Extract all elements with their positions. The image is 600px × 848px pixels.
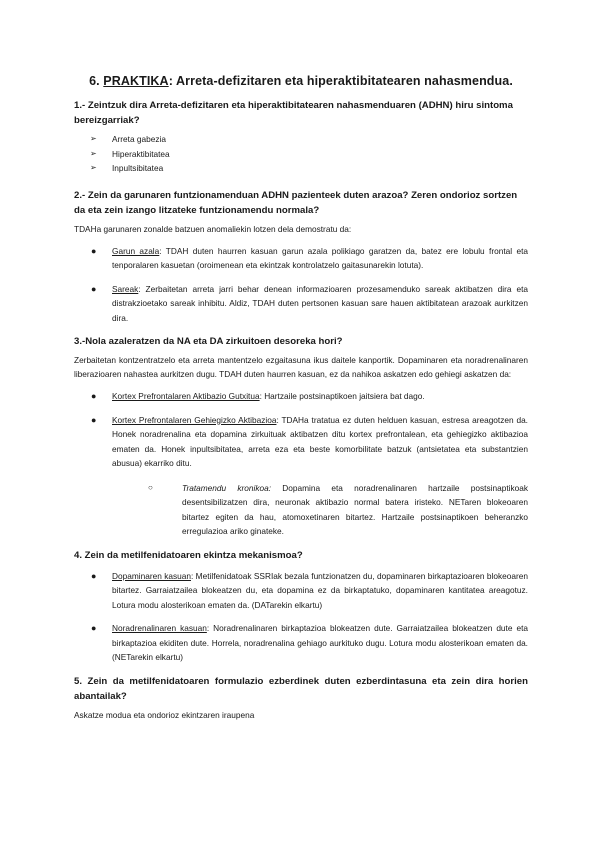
page-title	[74, 74, 528, 88]
list-item: ● Kortex Prefrontalaren Gehiegizko Aktibazioa: TDAHa tratatua ez duten helduen kasuan, estresa areagotzen da. Honek noradrenalina eta dopamina zirkuituak aktibatzen ditu kortex prefrontalean, eta gehiegizko aktibazioa ematen da. Honek inpultsibitatea, arreta eza eta beste komorbilitate batzuk (antsietatea eta substantzien abusua) ekarriko ditu. ○ Tratamendu kronikoa: Dopamina eta noradrenalinaren hartzaile postsinaptikoak desentsibilizatzen dira, neuronak aktibazio normal batera iristeko. NETaren blokeoaren bitartez egiten da hau, atomoxetinaren bitartez. Hartzaile postsinaptikoen beheranzko erregulazioa ariko ginateke.	[90, 413, 528, 539]
list-item: ➢ Arreta gabezia	[90, 132, 528, 147]
list-item: ● Noradrenalinaren kasuan: Noradrenalinaren birkaptazioa blokeatzen dute. Garraiatzailea blokeatzen dute eta birkaptazioa ekiditen dute. Horrela, noradrenalina gehiago aurkituko dugu. Lotura modu alosterikoan ematen da. (NETarekin elkartu)	[91, 623, 528, 662]
answer-2-intro: TDAHa garunaren zonalde batzuen anomaliekin lotzen dela demostratu da:	[74, 223, 352, 234]
circle-bullet-icon: ○	[148, 482, 153, 492]
answer-3-list	[74, 389, 528, 539]
bullet-icon: ●	[91, 570, 97, 581]
title-prefix: PRAKTIKA	[103, 74, 169, 88]
question-4: 4. Zein da metilfenidatoaren ekintza mekanismoa?	[74, 549, 303, 561]
title-rest: : Arreta-defizitaren eta hiperaktibitatearen nahasmendua.	[168, 74, 513, 88]
list-item: ○ Tratamendu kronikoa: Dopamina eta noradrenalinaren hartzaile postsinaptikoak desentsibilizatzen dira, neuronak aktibazio normal batera iristeko. NETaren blokeoaren bitartez egiten da hau, atomoxetinaren bitartez. Hartzaile postsinaptikoen beheranzko erregulazioa ariko ginateke.	[148, 482, 528, 536]
list-item: ● Garun azala: TDAH duten haurren kasuan garun azala polikiago garatzen da, batez ere lobulu frontal eta tenporalaren kasuetan (oroimenean eta ekintzak kontrolatzelo gaitasunarekin lotuta).	[91, 245, 529, 270]
list-item: ➢ Hiperaktibitatea	[90, 147, 528, 162]
question-5: 5. Zein da metilfenidatoaren formulazio ezberdinek duten ezberdintasuna eta zein dira horien abantailak?	[74, 675, 528, 702]
bullet-icon: ●	[91, 391, 97, 401]
answer-3-sublist	[112, 481, 528, 539]
list-item: ● Kortex Prefrontalaren Aktibazio Gutxitua: Hartzaile postsinaptikoen jaitsiera bat dago.	[90, 389, 528, 404]
bullet-icon: ●	[91, 283, 97, 294]
arrow-bullet-icon: ➢	[90, 134, 97, 143]
answer-2-list	[74, 244, 528, 326]
list-item: ● Dopaminaren kasuan: Metilfenidatoak SSRIak bezala funtzionatzen du, dopaminaren birkaptazioaren blokeoaren bitartez. Garraiatzailea blokeatzen du, eta dopamina ez da birkaptatuko, dopaminaren kantitatea areagotuz. Lotura modu alosterikoan ematen da. (DATarekin elkartu)	[91, 570, 528, 610]
bullet-icon: ●	[91, 623, 97, 633]
answer-4-list	[74, 569, 528, 665]
bullet-icon: ●	[91, 414, 97, 425]
question-2: 2.- Zein da garunaren funtzionamenduan ADHN pazienteek duten arazoa? Zeren ondorioz sortzen da eta zein izango litzateke funtzionamendu normala?	[74, 189, 518, 216]
title-number: 6.	[89, 74, 100, 88]
answer-5: Askatze modua eta ondorioz ekintzaren iraupena	[74, 709, 255, 720]
answer-3-intro: Zerbaitetan kontzentratzelo eta arreta mantentzelo ezgaitasuna ikus daitele kanportik. Dopaminaren eta noradrenalinaren liberazioaren nahastea aurkitzen dugu. TDAH duten haurren kasuan, ez da nahikoa askatzen edo gehiegi askatzen da:	[74, 355, 528, 379]
bullet-icon: ●	[91, 245, 97, 256]
arrow-bullet-icon: ➢	[90, 148, 97, 158]
list-item: ➢ Inpultsibitatea	[90, 161, 528, 176]
question-3: 3.-Nola azaleratzen da NA eta DA zirkuitoen desoreka hori?	[74, 336, 343, 347]
question-1: 1.- Zeintzuk dira Arreta-defizitaren eta hiperaktibitatearen nahasmenduaren (ADHN) hiru sintoma bereizgarriak?	[74, 100, 513, 126]
symptom-list	[74, 132, 528, 176]
list-item: ● Sareak: Zerbaitetan arreta jarri behar denean informazioaren prozesamenduko sareak aktibatzen dira eta distrakzioetako sareak inhibitu. Aldiz, TDAH duten pertsonen kasuan sare hauen aktibitatean arazoak aurkitzen dira.	[91, 283, 528, 323]
arrow-bullet-icon: ➢	[90, 163, 97, 172]
